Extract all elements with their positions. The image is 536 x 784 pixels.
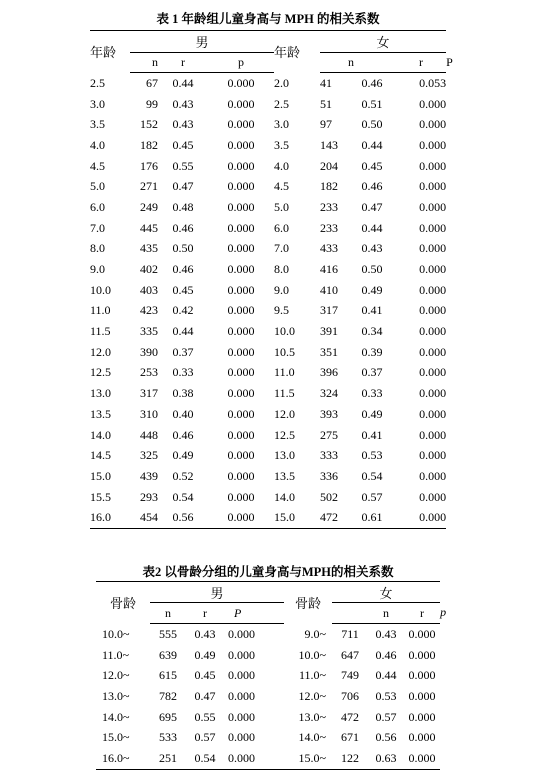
p-cell-male: 0.000 [228,730,255,745]
age-cell-female: 2.5 [274,96,290,111]
p-cell-male: 0.000 [227,179,255,194]
n-cell-female: 336 [320,468,339,483]
p-cell-female: 0.000 [419,324,447,339]
n-cell-male: 310 [140,406,158,421]
n-cell-female: 391 [320,324,339,339]
r-cell-female: 0.39 [361,344,383,359]
age-cell-male: 15.5 [90,489,111,504]
n-cell-female: 97 [320,117,333,132]
r-cell-male: 0.46 [172,262,194,277]
p-cell-female: 0.053 [419,75,447,90]
table2-title: 表2 以骨龄分组的儿童身高与MPH的相关系数 [142,565,394,579]
table1-male-group-header: 年龄 [90,31,130,73]
table-row [90,239,446,260]
n-cell-male: 152 [140,117,158,132]
table2-col-p-male: P [224,603,284,624]
age-cell-male: 10.0 [90,282,111,297]
age-cell-male: 4.0 [90,137,105,152]
age-cell-female: 4.0 [274,158,290,173]
age-cell-male: 3.5 [90,117,105,132]
n-cell-female: 333 [320,448,339,463]
table-row [90,301,446,322]
p-cell-female: 0.000 [419,241,447,256]
r-cell-female: 0.49 [361,406,383,421]
age-cell-male: 2.5 [90,75,105,90]
table-row [96,645,440,666]
p-cell-female: 0.000 [408,626,436,641]
r-cell-female: 0.46 [361,179,383,194]
n-cell-male: 317 [140,386,158,401]
n-cell-male: 99 [146,96,158,111]
r-cell-female: 0.44 [361,220,383,235]
age-cell-male: 8.0 [90,241,105,256]
r-cell-male: 0.37 [172,344,194,359]
n-cell-female: 351 [320,344,339,359]
r-cell-male: 0.45 [194,668,216,683]
table-row [90,487,446,508]
age-cell-male: 12.0 [90,344,111,359]
age-cell-female: 7.0 [274,241,290,256]
r-cell-male: 0.57 [194,730,216,745]
n-cell-female: 324 [320,386,339,401]
r-cell-male: 0.46 [172,427,194,442]
age-cell-female: 12.5 [274,427,296,442]
age-cell-female: 3.0 [274,117,290,132]
p-cell-male: 0.000 [227,365,255,380]
table-row [90,259,446,280]
table2-female-group-header: 骨龄 [284,582,332,624]
r-cell-male: 0.42 [172,303,194,318]
n-cell-male: 293 [140,489,158,504]
p-cell-female: 0.000 [408,688,436,703]
p-cell-female: 0.000 [408,709,436,724]
n-cell-male: 448 [140,427,158,442]
r-cell-male: 0.56 [158,507,208,528]
p-cell-male: 0.000 [227,324,255,339]
r-cell-male: 0.55 [194,709,216,724]
n-cell-female: 182 [320,179,339,194]
n-cell-male: 533 [159,730,177,745]
r-cell-female: 0.53 [361,448,383,463]
n-cell-male: 439 [140,468,158,483]
r-cell-male: 0.54 [186,748,224,769]
n-cell-female: 122 [332,748,368,769]
r-cell-female: 0.50 [361,262,383,277]
r-cell-female: 0.44 [375,668,397,683]
age-cell-female: 11.0~ [298,668,327,683]
n-cell-female: 317 [320,303,339,318]
p-cell-female: 0.000 [419,117,447,132]
table1-male-header: 男 [130,31,274,53]
p-cell-male: 0.000 [227,220,255,235]
p-cell-female: 0.000 [419,386,447,401]
r-cell-male: 0.44 [172,75,194,90]
table1-col-p-male: p [208,53,274,73]
n-cell-female: 41 [320,75,333,90]
table-row [90,507,446,528]
age-cell-female: 4.5 [274,179,290,194]
r-cell-female: 0.57 [361,489,383,504]
r-cell-male: 0.49 [194,647,216,662]
age-cell-female: 12.0 [274,406,296,421]
n-cell-female: 204 [320,158,339,173]
r-cell-male: 0.45 [172,137,194,152]
age-cell-female: 14.0~ [298,730,327,745]
table2-male-header: 男 [150,582,284,603]
n-cell-female: 143 [320,137,339,152]
r-cell-female: 0.41 [361,303,383,318]
r-cell-female: 0.34 [361,324,383,339]
r-cell-male: 0.45 [172,282,194,297]
table-row [90,73,446,94]
p-cell-male: 0.000 [227,75,255,90]
age-cell-female: 9.0 [274,282,290,297]
age-cell-male: 4.5 [90,158,105,173]
r-cell-female: 0.63 [368,748,404,769]
p-cell-male: 0.000 [227,344,255,359]
table2-col-r-male: r [186,603,224,624]
n-cell-female: 671 [341,730,360,745]
table-row [90,342,446,363]
p-cell-male: 0.000 [228,647,255,662]
age-cell-male: 12.5 [90,365,111,380]
age-cell-male: 15.0 [90,468,111,483]
r-cell-female: 0.56 [375,730,397,745]
r-cell-female: 0.44 [361,137,383,152]
p-cell-male: 0.000 [227,427,255,442]
p-cell-female: 0.000 [419,199,447,214]
n-cell-male: 639 [159,647,177,662]
age-cell-female: 8.0 [274,262,290,277]
r-cell-male: 0.49 [172,448,194,463]
table-row [90,445,446,466]
n-cell-female: 275 [320,427,339,442]
age-cell-male: 5.0 [90,179,105,194]
age-cell-female: 9.0~ [304,626,327,641]
p-cell-male: 0.000 [227,262,255,277]
table-row [90,114,446,135]
age-cell-male: 13.0~ [102,688,130,703]
p-cell-female: 0.000 [396,507,446,528]
p-cell-female: 0.000 [419,344,447,359]
n-cell-male: 251 [150,748,186,769]
table-row [90,135,446,156]
n-cell-male: 253 [140,365,158,380]
age-cell-female: 13.0 [274,448,296,463]
r-cell-female: 0.46 [361,75,383,90]
n-cell-male: 695 [159,709,177,724]
r-cell-female: 0.46 [375,647,397,662]
age-cell-male: 11.5 [90,324,111,339]
r-cell-male: 0.54 [172,489,194,504]
table-row [90,466,446,487]
r-cell-female: 0.43 [375,626,397,641]
p-cell-male: 0.000 [227,158,255,173]
table-row [90,404,446,425]
table2-col-n-male: n [150,603,186,624]
table1-col-r-male: r [158,53,208,73]
age-cell-male: 12.0~ [102,668,130,683]
n-cell-female: 416 [320,262,339,277]
n-cell-male: 445 [140,220,158,235]
age-cell-female: 11.5 [274,386,295,401]
n-cell-male: 454 [130,507,158,528]
table2-female-header: 女 [332,582,440,603]
age-cell-female: 10.0 [274,324,296,339]
p-cell-female: 0.000 [419,262,447,277]
r-cell-male: 0.47 [172,179,194,194]
age-cell-female: 5.0 [274,199,290,214]
table-row [90,156,446,177]
n-cell-female: 393 [320,406,339,421]
p-cell-female: 0.000 [419,448,447,463]
age-cell-female: 13.5 [274,468,296,483]
p-cell-female: 0.000 [419,96,447,111]
table1-col-r-female: r [396,53,446,73]
r-cell-male: 0.40 [172,406,194,421]
age-cell-male: 14.5 [90,448,111,463]
table-row [96,707,440,728]
age-cell-female: 2.0 [274,75,290,90]
n-cell-female: 711 [341,626,359,641]
p-cell-female: 0.000 [419,427,447,442]
r-cell-female: 0.53 [375,688,397,703]
age-cell-female: 6.0 [274,220,290,235]
age-cell-male: 14.0~ [102,709,130,724]
r-cell-male: 0.38 [172,386,194,401]
age-cell-female: 12.0~ [298,688,327,703]
r-cell-female: 0.49 [361,282,383,297]
n-cell-male: 435 [140,241,158,256]
age-cell-male: 10.0~ [102,626,130,641]
r-cell-male: 0.33 [172,365,194,380]
r-cell-female: 0.41 [361,427,383,442]
p-cell-male: 0.000 [227,96,255,111]
age-cell-male: 11.0~ [102,647,130,662]
table-row [96,727,440,748]
table1-col-n-male: n [130,53,158,73]
table-row [90,363,446,384]
n-cell-male: 403 [140,282,158,297]
table-row [90,197,446,218]
n-cell-male: 390 [140,344,158,359]
p-cell-female: 0.000 [404,748,440,769]
p-cell-female: 0.000 [419,179,447,194]
r-cell-female: 0.50 [361,117,383,132]
age-cell-male: 16.0~ [96,748,150,769]
table-row [90,425,446,446]
age-cell-male: 15.0~ [102,730,130,745]
r-cell-female: 0.33 [361,386,383,401]
n-cell-female: 647 [341,647,360,662]
p-cell-female: 0.000 [408,668,436,683]
n-cell-male: 249 [140,199,158,214]
r-cell-female: 0.61 [348,507,396,528]
table1-female-group-header: 年龄 [274,31,320,73]
r-cell-female: 0.45 [361,158,383,173]
p-cell-male: 0.000 [224,748,284,769]
r-cell-male: 0.43 [172,117,194,132]
r-cell-male: 0.47 [194,688,216,703]
n-cell-female: 472 [341,709,360,724]
table1-body [90,73,446,529]
n-cell-female: 433 [320,241,339,256]
n-cell-male: 176 [140,158,158,173]
r-cell-male: 0.46 [172,220,194,235]
age-cell-male: 13.0 [90,386,111,401]
n-cell-male: 271 [140,179,158,194]
n-cell-female: 396 [320,365,339,380]
r-cell-male: 0.43 [194,626,216,641]
p-cell-female: 0.000 [408,647,436,662]
table2-col-r-female: r [404,603,440,624]
n-cell-female: 502 [320,489,339,504]
age-cell-female: 15.0~ [284,748,332,769]
age-cell-male: 7.0 [90,220,105,235]
table1-title: 表 1 年龄组儿童身高与 MPH 的相关系数 [156,12,380,26]
table2: 骨龄 男 骨龄 女 n r P n r p 10.0~ 555 0.43 0.000 9.0~ 711 0.43 0.000 11.0~ 639 0.49 0.000 10.0~ 647 0.46 0.000 12.0~ 615 0.45 0.000 11.0~ 749 0.44 0.000 13.0~ 782 0.47 0.000 12.0~ 706 0.53 0.000 14.0~ 695 0.55 0.000 13.0~ 472 0.57 0.000 15.0~ 533 0.57 0.000 14.0~ 671 0.56 0.000 16.0~ 251 0.54 0.000 15.0~ 122 0.63 0.000 [96,581,440,770]
p-cell-male: 0.000 [228,626,255,641]
n-cell-female: 706 [341,688,360,703]
table-row [90,176,446,197]
age-cell-female: 10.0~ [298,647,327,662]
table2-col-n-female: n [368,603,404,624]
table1-col-n-female: n [348,53,396,73]
age-cell-male: 6.0 [90,199,105,214]
table-row [90,218,446,239]
age-cell-male: 9.0 [90,262,105,277]
r-cell-male: 0.43 [172,96,194,111]
p-cell-female: 0.000 [408,730,436,745]
p-cell-male: 0.000 [227,117,255,132]
r-cell-female: 0.47 [361,199,383,214]
r-cell-male: 0.52 [172,468,194,483]
n-cell-male: 402 [140,262,158,277]
p-cell-female: 0.000 [419,282,447,297]
age-cell-female: 10.5 [274,344,296,359]
table-row [96,624,440,645]
p-cell-male: 0.000 [227,282,255,297]
table-row [96,665,440,686]
table1-female-header: 女 [320,31,446,53]
r-cell-male: 0.55 [172,158,194,173]
table1: 年龄 男 年龄 女 n r p n r P 2.5 67 0.44 0.000 2.0 41 0.46 0.053 3.0 99 0.43 0.000 2.5 51 0.51 0.000 3.5 152 0.43 0.000 3.0 97 0.50 0.000 4.0 182 0.45 0.000 3.5 143 0.44 0.000 4.5 176 0.55 0.000 4.0 204 0.45 0.000 5.0 271 0.47 0.000 4.5 182 0.46 0.000 6.0 249 0.48 0.000 5.0 233 0.47 0.000 7.0 445 0.46 0.000 6.0 233 0.44 0.000 8.0 435 0.50 0.000 7.0 433 0.43 0.000 9.0 402 0.46 0.000 8.0 416 0.50 0.000 10.0 403 0.45 0.000 9.0 410 0.49 0.000 11.0 423 0.42 0.000 9.5 317 0.41 0.000 11.5 335 0.44 0.000 10.0 391 0.34 0.000 12.0 390 0.37 0.000 10.5 351 0.39 0.000 12.5 253 0.33 0.000 11.0 396 0.37 0.000 13.0 317 0.38 0.000 11.5 324 0.33 0.000 13.5 310 0.40 0.000 12.0 393 0.49 0.000 14.0 448 0.46 0.000 12.5 275 0.41 0.000 14.5 325 0.49 0.000 13.0 333 0.53 0.000 15.0 439 0.52 0.000 13.5 336 0.54 0.000 15.5 293 0.54 0.000 14.0 502 0.57 0.000 16.0 454 0.56 0.000 15.0 472 0.61 0.000 [90,30,446,529]
n-cell-female: 472 [320,507,348,528]
p-cell-female: 0.000 [419,137,447,152]
age-cell-male: 11.0 [90,303,111,318]
p-cell-female: 0.000 [419,158,447,173]
n-cell-female: 51 [320,96,333,111]
r-cell-female: 0.54 [361,468,383,483]
age-cell-male: 16.0 [90,507,130,528]
table2-male-group-header: 骨龄 [96,582,150,624]
p-cell-male: 0.000 [227,406,255,421]
age-cell-female: 11.0 [274,365,295,380]
p-cell-male: 0.000 [227,241,255,256]
n-cell-male: 67 [146,75,158,90]
p-cell-female: 0.000 [419,406,447,421]
p-cell-male: 0.000 [227,303,255,318]
r-cell-male: 0.50 [172,241,194,256]
r-cell-female: 0.43 [361,241,383,256]
n-cell-male: 423 [140,303,158,318]
table-row [90,383,446,404]
n-cell-male: 335 [140,324,158,339]
n-cell-male: 615 [159,668,177,683]
age-cell-male: 14.0 [90,427,111,442]
p-cell-male: 0.000 [227,489,255,504]
r-cell-male: 0.44 [172,324,194,339]
n-cell-male: 182 [140,137,158,152]
p-cell-male: 0.000 [227,468,255,483]
p-cell-female: 0.000 [419,303,447,318]
table2-body [96,624,440,770]
p-cell-female: 0.000 [419,365,447,380]
n-cell-male: 555 [159,626,177,641]
table-row [90,280,446,301]
table-row [90,94,446,115]
p-cell-male: 0.000 [227,199,255,214]
age-cell-female: 3.5 [274,137,290,152]
p-cell-male: 0.000 [208,507,274,528]
n-cell-female: 749 [341,668,360,683]
p-cell-female: 0.000 [419,220,447,235]
table-row [90,321,446,342]
table1-col-spacer [320,53,348,73]
p-cell-male: 0.000 [228,688,255,703]
age-cell-female: 14.0 [274,489,296,504]
age-cell-female: 9.5 [274,303,290,318]
p-cell-male: 0.000 [227,386,255,401]
p-cell-female: 0.000 [419,489,447,504]
age-cell-male: 3.0 [90,96,105,111]
n-cell-male: 325 [140,448,158,463]
p-cell-female: 0.000 [419,468,447,483]
age-cell-male: 13.5 [90,406,111,421]
p-cell-male: 0.000 [227,137,255,152]
r-cell-female: 0.37 [361,365,383,380]
age-cell-female: 15.0 [274,507,320,528]
age-cell-female: 13.0~ [298,709,327,724]
r-cell-female: 0.57 [375,709,397,724]
table-row [96,748,440,769]
n-cell-female: 233 [320,199,339,214]
table-row [96,686,440,707]
r-cell-male: 0.48 [172,199,194,214]
n-cell-female: 410 [320,282,339,297]
p-cell-male: 0.000 [228,709,255,724]
n-cell-male: 782 [159,688,177,703]
p-cell-male: 0.000 [227,448,255,463]
table2-col-spacer [332,603,368,624]
r-cell-female: 0.51 [361,96,383,111]
n-cell-female: 233 [320,220,339,235]
p-cell-male: 0.000 [228,668,255,683]
